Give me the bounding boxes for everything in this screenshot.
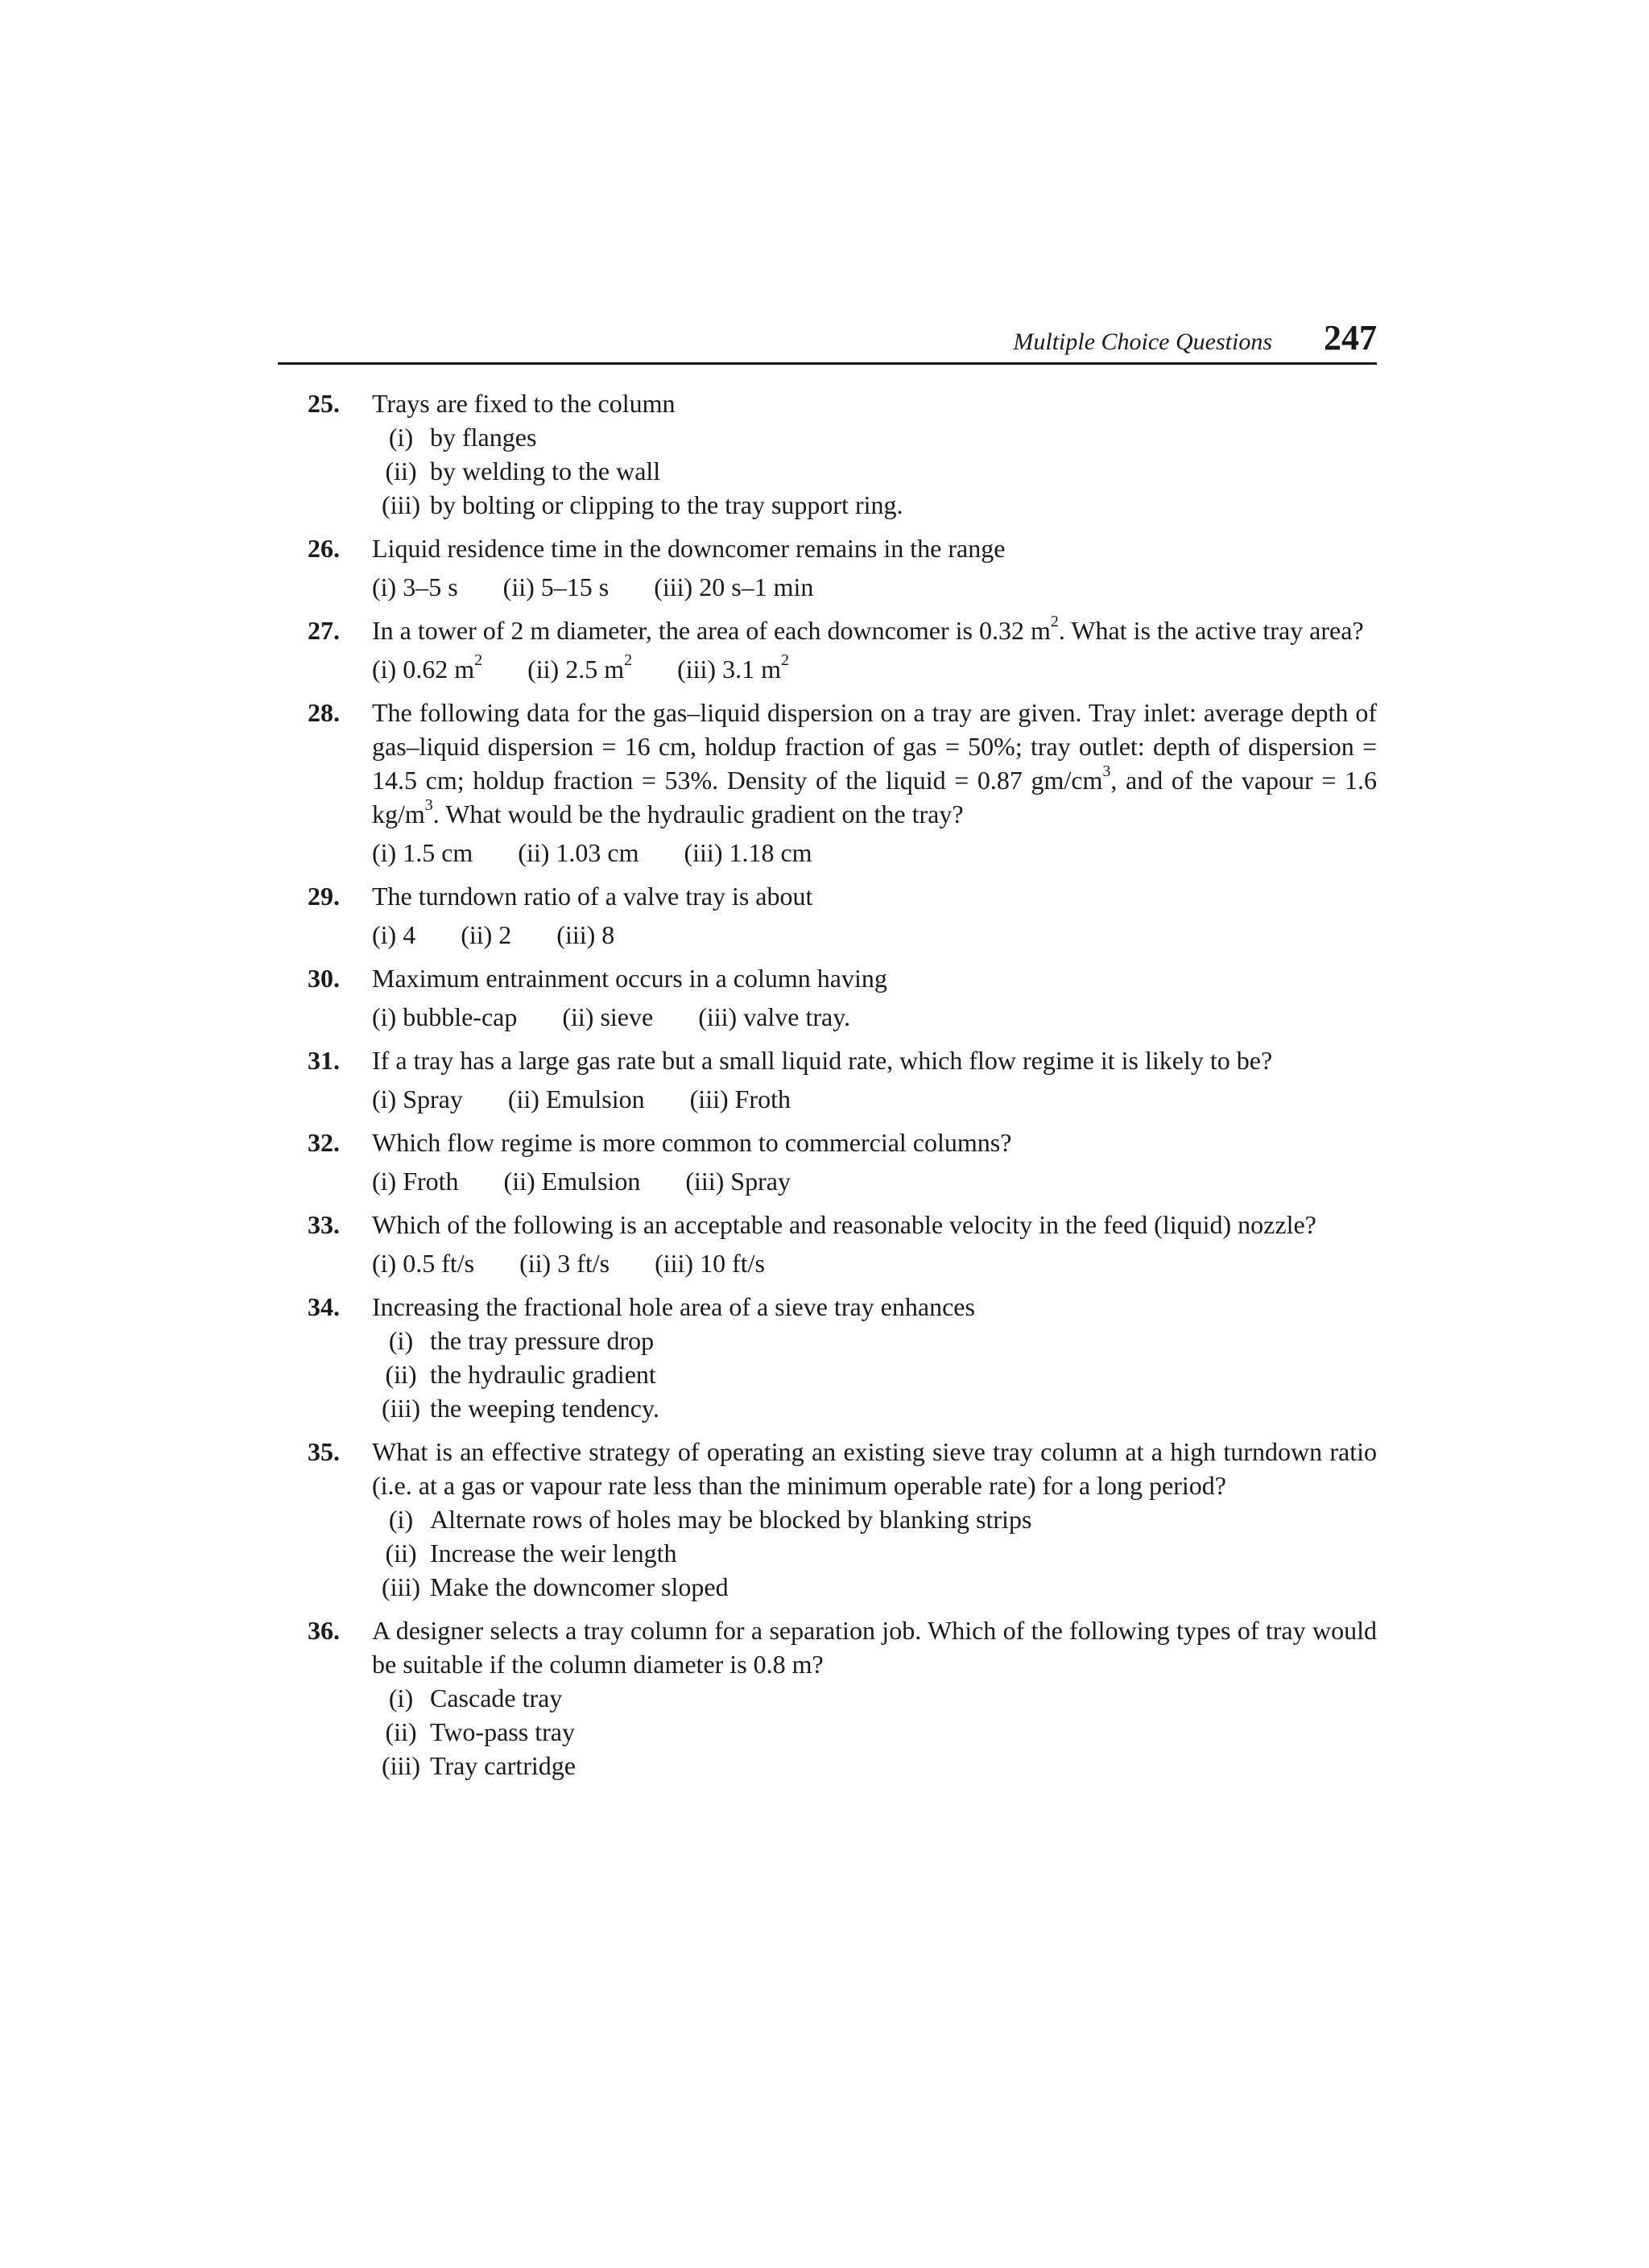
option-marker: (i) bbox=[372, 1249, 397, 1278]
option-text: the weeping tendency. bbox=[430, 1394, 659, 1423]
question-number: 27. bbox=[308, 616, 340, 645]
answer-option bbox=[372, 1536, 1377, 1570]
superscript: 2 bbox=[624, 651, 633, 670]
option-marker: (iii) bbox=[689, 1084, 729, 1113]
option-marker: (i) bbox=[388, 1326, 414, 1355]
option-text: sieve bbox=[600, 1002, 654, 1031]
text-run: In a tower of 2 m diameter, the area of each downcomer is 0.32 m bbox=[372, 616, 1051, 645]
superscript: 3 bbox=[1102, 762, 1111, 781]
question-stem: Maximum entrainment occurs in a column having bbox=[372, 964, 887, 993]
option-text: 8 bbox=[601, 920, 615, 949]
question-stem: Increasing the fractional hole area of a sieve tray enhances bbox=[372, 1292, 975, 1321]
answer-options bbox=[372, 1164, 1377, 1198]
answer-option bbox=[372, 836, 473, 870]
answer-options bbox=[372, 918, 1377, 952]
option-text: Spray bbox=[730, 1167, 791, 1196]
option-marker: (i) bbox=[372, 572, 397, 601]
superscript: 3 bbox=[424, 796, 433, 815]
question-item bbox=[308, 961, 1377, 1034]
answer-option bbox=[504, 1164, 641, 1198]
option-text bbox=[565, 651, 633, 684]
answer-option bbox=[372, 1324, 1377, 1357]
option-marker: (ii) bbox=[385, 1539, 417, 1568]
option-text: 20 s–1 min bbox=[699, 572, 814, 601]
question-item bbox=[308, 1435, 1377, 1604]
option-text: Increase the weir length bbox=[430, 1539, 677, 1568]
question-item bbox=[308, 1043, 1377, 1116]
answer-options bbox=[372, 570, 1377, 604]
running-head: Multiple Choice Questions bbox=[1013, 328, 1272, 355]
question-stem: Which of the following is an acceptable and reasonable velocity in the feed (liquid) nozzle? bbox=[372, 1210, 1316, 1239]
text-run: 0.62 m bbox=[403, 655, 475, 684]
question-number: 32. bbox=[308, 1128, 340, 1157]
option-text: 3 ft/s bbox=[557, 1249, 610, 1278]
page-number: 247 bbox=[1324, 318, 1377, 357]
question-stem bbox=[372, 696, 1377, 831]
question-stem: Liquid residence time in the downcomer remains in the range bbox=[372, 534, 1006, 563]
question-number: 25. bbox=[308, 389, 340, 418]
option-marker: (i) bbox=[372, 838, 397, 867]
answer-option bbox=[372, 488, 1377, 522]
answer-option bbox=[685, 1164, 791, 1198]
option-marker: (ii) bbox=[507, 1084, 539, 1113]
page-header bbox=[278, 319, 1377, 365]
option-marker: (ii) bbox=[527, 655, 560, 684]
text-run: 2.5 m bbox=[565, 655, 625, 684]
question-list bbox=[308, 386, 1377, 1792]
question-item bbox=[308, 1613, 1377, 1783]
option-text: Froth bbox=[403, 1167, 459, 1196]
option-text: 1.03 cm bbox=[556, 838, 639, 867]
option-text: Froth bbox=[734, 1084, 791, 1113]
question-item bbox=[308, 696, 1377, 870]
option-marker: (i) bbox=[372, 655, 397, 684]
option-text: by bolting or clipping to the tray support ring. bbox=[430, 490, 903, 519]
answer-option bbox=[372, 570, 458, 604]
answer-option bbox=[556, 918, 614, 952]
text-run: . What would be the hydraulic gradient on the tray? bbox=[432, 799, 964, 828]
question-number: 33. bbox=[308, 1210, 340, 1239]
option-text: by flanges bbox=[430, 423, 537, 452]
option-marker: (i) bbox=[372, 920, 397, 949]
answer-option bbox=[372, 1246, 474, 1280]
option-text: 1.5 cm bbox=[403, 838, 473, 867]
answer-option bbox=[503, 570, 610, 604]
question-number: 29. bbox=[308, 882, 340, 911]
answer-options bbox=[372, 1681, 1377, 1783]
superscript: 2 bbox=[1050, 613, 1059, 631]
option-marker: (iii) bbox=[556, 920, 596, 949]
option-text: Make the downcomer sloped bbox=[430, 1572, 729, 1601]
answer-option bbox=[372, 420, 1377, 454]
option-text: Tray cartridge bbox=[430, 1751, 576, 1780]
answer-options bbox=[372, 420, 1377, 522]
option-text: 5–15 s bbox=[540, 572, 610, 601]
answer-option bbox=[519, 1246, 610, 1280]
answer-option bbox=[372, 1502, 1377, 1536]
option-text: Cascade tray bbox=[430, 1683, 563, 1712]
option-text: bubble-cap bbox=[403, 1002, 518, 1031]
option-marker: (iii) bbox=[698, 1002, 738, 1031]
option-text: Spray bbox=[403, 1084, 463, 1113]
option-marker: (ii) bbox=[385, 1717, 417, 1746]
answer-options bbox=[372, 652, 1377, 686]
answer-option bbox=[562, 1000, 653, 1034]
answer-option bbox=[372, 1715, 1377, 1749]
option-text: 0.5 ft/s bbox=[403, 1249, 475, 1278]
question-item bbox=[308, 1126, 1377, 1198]
option-text: the hydraulic gradient bbox=[430, 1360, 656, 1389]
answer-options bbox=[372, 1324, 1377, 1425]
question-item bbox=[308, 1290, 1377, 1425]
option-marker: (ii) bbox=[562, 1002, 594, 1031]
option-marker: (iii) bbox=[677, 655, 717, 684]
option-marker: (ii) bbox=[461, 920, 493, 949]
answer-option bbox=[372, 1082, 463, 1116]
option-marker: (ii) bbox=[503, 1167, 535, 1196]
answer-option bbox=[698, 1000, 850, 1034]
option-marker: (iii) bbox=[382, 1394, 420, 1423]
answer-options bbox=[372, 1000, 1377, 1034]
option-text: the tray pressure drop bbox=[430, 1326, 655, 1355]
answer-options bbox=[372, 1082, 1377, 1116]
option-text bbox=[722, 651, 789, 684]
answer-option bbox=[372, 1749, 1377, 1783]
question-number: 35. bbox=[308, 1437, 340, 1466]
answer-option bbox=[372, 918, 415, 952]
answer-option bbox=[655, 1246, 765, 1280]
question-stem bbox=[372, 613, 1377, 647]
option-text: by welding to the wall bbox=[430, 456, 661, 485]
question-number: 34. bbox=[308, 1292, 340, 1321]
question-stem: If a tray has a large gas rate but a small liquid rate, which flow regime it is likely to be? bbox=[372, 1046, 1273, 1075]
option-marker: (iii) bbox=[685, 1167, 725, 1196]
option-marker: (iii) bbox=[382, 490, 420, 519]
option-marker: (i) bbox=[372, 1002, 397, 1031]
option-text: 1.18 cm bbox=[729, 838, 812, 867]
option-text: 10 ft/s bbox=[700, 1249, 765, 1278]
question-item bbox=[308, 879, 1377, 952]
question-number: 30. bbox=[308, 964, 340, 993]
answer-option bbox=[684, 836, 812, 870]
question-number: 28. bbox=[308, 698, 340, 727]
answer-option bbox=[372, 1681, 1377, 1715]
answer-option bbox=[518, 836, 639, 870]
answer-option bbox=[654, 570, 813, 604]
question-number: 36. bbox=[308, 1616, 340, 1645]
question-stem: What is an effective strategy of operating an existing sieve tray column at a high turndown ratio (i.e. at a gas or vapour rate less than the minimum operable rate) for a long period? bbox=[372, 1437, 1377, 1500]
question-stem: Which flow regime is more common to commercial columns? bbox=[372, 1128, 1012, 1157]
option-marker: (ii) bbox=[519, 1249, 552, 1278]
answer-options bbox=[372, 1246, 1377, 1280]
answer-option bbox=[677, 652, 789, 686]
answer-option bbox=[508, 1082, 645, 1116]
option-marker: (ii) bbox=[385, 456, 417, 485]
option-marker: (i) bbox=[388, 1683, 414, 1712]
text-run: 3.1 m bbox=[722, 655, 781, 684]
question-stem: The turndown ratio of a valve tray is about bbox=[372, 882, 813, 911]
option-text bbox=[403, 651, 483, 684]
option-marker: (ii) bbox=[385, 1360, 417, 1389]
answer-option bbox=[372, 1164, 459, 1198]
answer-option bbox=[690, 1082, 791, 1116]
option-marker: (iii) bbox=[382, 1751, 420, 1780]
answer-option bbox=[372, 1391, 1377, 1425]
option-marker: (i) bbox=[372, 1167, 397, 1196]
answer-option bbox=[461, 918, 511, 952]
question-stem: Trays are fixed to the column bbox=[372, 389, 676, 418]
option-marker: (i) bbox=[372, 1084, 397, 1113]
answer-option bbox=[372, 1357, 1377, 1391]
question-number: 26. bbox=[308, 534, 340, 563]
question-item bbox=[308, 1208, 1377, 1280]
option-text: 2 bbox=[498, 920, 512, 949]
superscript: 2 bbox=[474, 651, 483, 670]
option-text: valve tray. bbox=[743, 1002, 851, 1031]
question-item bbox=[308, 531, 1377, 604]
option-marker: (iii) bbox=[654, 572, 693, 601]
question-item bbox=[308, 613, 1377, 686]
option-text: Emulsion bbox=[545, 1084, 645, 1113]
answer-option bbox=[372, 1570, 1377, 1604]
option-marker: (iii) bbox=[684, 838, 723, 867]
option-text: 3–5 s bbox=[403, 572, 458, 601]
answer-options bbox=[372, 836, 1377, 870]
answer-option bbox=[527, 652, 632, 686]
option-text: 4 bbox=[403, 920, 416, 949]
superscript: 2 bbox=[780, 651, 789, 670]
option-marker: (iii) bbox=[382, 1572, 420, 1601]
option-text: Alternate rows of holes may be blocked by blanking strips bbox=[430, 1505, 1032, 1534]
option-marker: (i) bbox=[388, 423, 414, 452]
option-marker: (i) bbox=[388, 1505, 414, 1534]
option-marker: (ii) bbox=[518, 838, 550, 867]
answer-option bbox=[372, 454, 1377, 488]
question-item bbox=[308, 386, 1377, 522]
text-run: The following data for the gas–liquid dispersion on a tray are given. Tray inlet: average depth of gas–liquid dispersion = 16 cm, holdup fraction of gas = 50%; tray outlet: depth of dispersion = 14.5 cm; holdup fraction = 53%. Density of the liquid = 0.87 gm/cm bbox=[372, 698, 1377, 795]
question-stem: A designer selects a tray column for a separation job. Which of the following types of tray would be suitable if the column diameter is 0.8 m? bbox=[372, 1616, 1377, 1679]
text-run: , and of the vapour = 1.6 kg/m bbox=[372, 766, 1378, 828]
option-text: Two-pass tray bbox=[430, 1717, 575, 1746]
option-marker: (ii) bbox=[502, 572, 535, 601]
answer-options bbox=[372, 1502, 1377, 1604]
option-marker: (iii) bbox=[655, 1249, 694, 1278]
answer-option bbox=[372, 1000, 517, 1034]
option-text: Emulsion bbox=[541, 1167, 641, 1196]
text-run: . What is the active tray area? bbox=[1058, 616, 1364, 645]
question-number: 31. bbox=[308, 1046, 340, 1075]
answer-option bbox=[372, 652, 482, 686]
